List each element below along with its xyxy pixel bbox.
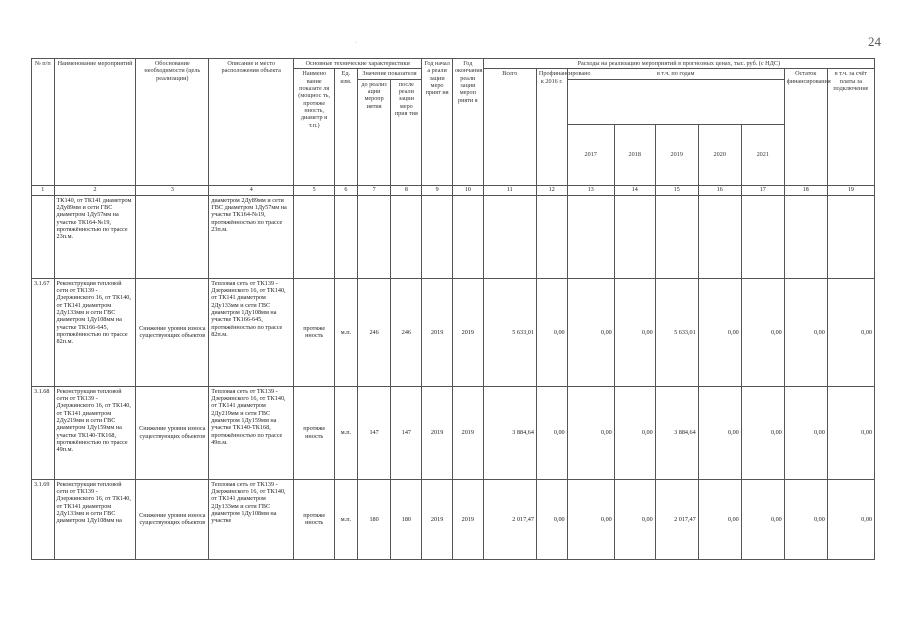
cell-after: 246: [391, 278, 422, 386]
cell-unit: м.п.: [335, 278, 358, 386]
header-year-2018: 2018: [614, 124, 655, 185]
cell-before: 147: [357, 386, 391, 479]
cell-2021: 0,00: [741, 479, 784, 559]
column-number: 6: [335, 185, 358, 195]
table-row: [32, 386, 875, 479]
cell-2019: 2 017,47: [655, 479, 698, 559]
header-row-1: [32, 59, 875, 69]
cell-num: [32, 195, 55, 278]
cell-financed: 0,00: [536, 278, 567, 386]
column-number: 19: [827, 185, 874, 195]
cell-reason: Снижение уровня износа существующих объектов: [136, 479, 209, 559]
cell-remaining: 0,00: [784, 278, 827, 386]
cell-year-end: 2019: [452, 386, 483, 479]
cell-2018: 0,00: [614, 278, 655, 386]
column-number: 12: [536, 185, 567, 195]
investment-program-table: [31, 58, 875, 560]
cell-debt: 0,00: [827, 278, 874, 386]
cell-name: Реконструкция тепловой сети от ТК139 - Дзержинского 16, от ТК140, от ТК141 диаметром 2Ду133мм и сети ГВС диаметром 1Ду108мм на участке ТК166-645, протяжённостью по трассе 82п.м.: [54, 278, 136, 386]
cell-reason: Снижение уровня износа существующих объектов: [136, 278, 209, 386]
header-financed: Профинансировано к 2016 г.: [536, 69, 567, 185]
column-number: 14: [614, 185, 655, 195]
cell-after: 180: [391, 479, 422, 559]
header-before: до реализ ации меропр иятия: [357, 79, 391, 185]
cell-num: 3.1.68: [32, 386, 55, 479]
cell-debt: 0,00: [827, 479, 874, 559]
cell-total: 5 633,01: [483, 278, 536, 386]
column-number: 5: [294, 185, 335, 195]
cell-2020: 0,00: [698, 386, 741, 479]
cell-2020: 0,00: [698, 479, 741, 559]
cell-unit: м.п.: [335, 479, 358, 559]
cell-2021: 0,00: [741, 278, 784, 386]
cell-description: Тепловая сеть от ТК139 - Дзержинского 16, от ТК140, от ТК141 диаметром 2Ду133мм и сети ГВС диаметром 1Ду108мм на участке: [209, 479, 294, 559]
cell-year-start: 2019: [422, 386, 453, 479]
cell-reason: Снижение уровня износа существующих объектов: [136, 386, 209, 479]
column-number-row: [32, 185, 875, 195]
header-tech-name: Наимено вание показате ля (мощнос ть, протяже нность, диаметр и т.п.): [294, 69, 335, 185]
cell-after: 147: [391, 386, 422, 479]
header-num: № п/п: [32, 59, 55, 186]
column-number: 16: [698, 185, 741, 195]
header-tech: Основные технические характеристики: [294, 59, 422, 69]
column-number: 18: [784, 185, 827, 195]
header-debt: в т.ч. за счёт платы за подключение: [827, 69, 874, 185]
column-number: 10: [452, 185, 483, 195]
cell-2020: 0,00: [698, 278, 741, 386]
header-unit: Ед. изм.: [335, 69, 358, 185]
column-number: 3: [136, 185, 209, 195]
cell-2017: 0,00: [567, 386, 614, 479]
cell-year-end: 2019: [452, 278, 483, 386]
cell-year-end: 2019: [452, 479, 483, 559]
column-number: 17: [741, 185, 784, 195]
cell-description: диаметром 2Ду89мм и сети ГВС диаметром 1Ду57мм на участке ТК164-№19, протяжённостью по трассе 23п.м.: [209, 195, 294, 278]
column-number: 11: [483, 185, 536, 195]
cell-2021: 0,00: [741, 386, 784, 479]
cell-total: 3 884,64: [483, 386, 536, 479]
header-year-2019: 2019: [655, 124, 698, 185]
header-year-end: Год окончания реали зации мероп рияти я: [452, 59, 483, 186]
header-name: Наименование мероприятий: [54, 59, 136, 186]
column-number: 1: [32, 185, 55, 195]
header-after: после реали зации меро прия тия: [391, 79, 422, 185]
header-year-2020: 2020: [698, 124, 741, 185]
cell-debt: 0,00: [827, 386, 874, 479]
cell-unit: м.п.: [335, 386, 358, 479]
cell-description: Тепловая сеть от ТК139 - Дзержинского 16, от ТК140, от ТК141 диаметром 2Ду219мм и сети ГВС диаметром 1Ду159мм на участке ТК140-ТК168, протяжённостью по трассе 49п.м.: [209, 386, 294, 479]
cell-2019: 5 633,01: [655, 278, 698, 386]
cell-year-start: 2019: [422, 479, 453, 559]
header-remaining: Остаток финансирования: [784, 69, 827, 185]
page-number: 24: [868, 34, 881, 49]
scan-mark: ·: [355, 40, 357, 46]
cell-2018: 0,00: [614, 479, 655, 559]
header-year-2017: 2017: [567, 124, 614, 185]
column-number: 8: [391, 185, 422, 195]
header-total: Всего: [483, 69, 536, 185]
cell-year-start: 2019: [422, 278, 453, 386]
cell-remaining: 0,00: [784, 386, 827, 479]
header-year-2021: 2021: [741, 124, 784, 185]
header-costs: Расходы на реализацию мероприятий в прогнозных ценах, тыс. руб. (с НДС): [483, 59, 874, 69]
cell-before: 180: [357, 479, 391, 559]
table-row-continuation: [32, 195, 875, 278]
cell-num: 3.1.67: [32, 278, 55, 386]
cell-2017: 0,00: [567, 479, 614, 559]
header-by-years: в т.ч. по годам: [567, 69, 784, 79]
cell-param: протяже нность: [294, 386, 335, 479]
cell-name: ТК140, от ТК141 диаметром 2Ду89мм и сети ГВС диаметром 1Ду57мм на участке ТК164-№19, протяжённостью по трассе 23п.м.: [54, 195, 136, 278]
table-row: [32, 479, 875, 559]
column-number: 9: [422, 185, 453, 195]
cell-total: 2 017,47: [483, 479, 536, 559]
column-number: 4: [209, 185, 294, 195]
cell-remaining: 0,00: [784, 479, 827, 559]
cell-description: Тепловая сеть от ТК139 - Дзержинского 16, от ТК140, от ТК141 диаметром 2Ду133мм и сети ГВС диаметром 1Ду108мм на участке ТК166-645, протяжённостью по трассе 82п.м.: [209, 278, 294, 386]
cell-param: протяже нность: [294, 479, 335, 559]
column-number: 13: [567, 185, 614, 195]
header-years-spacer: [567, 79, 784, 124]
header-description: Описание и место расположения объекта: [209, 59, 294, 186]
column-number: 7: [357, 185, 391, 195]
cell-2019: 3 884,64: [655, 386, 698, 479]
cell-param: протяже нность: [294, 278, 335, 386]
cell-name: Реконструкция тепловой сети от ТК139 - Дзержинского 16, от ТК140, от ТК141 диаметром 2Ду219мм и сети ГВС диаметром 1Ду159мм на участке ТК140-ТК168, протяжённостью по трассе 49п.м.: [54, 386, 136, 479]
column-number: 2: [54, 185, 136, 195]
header-value: Значение показателя: [357, 69, 422, 79]
cell-num: 3.1.69: [32, 479, 55, 559]
cell-name: Реконструкция тепловой сети от ТК139 - Дзержинского 16, от ТК140, от ТК141 диаметром 2Ду133мм и сети ГВС диаметром 1Ду108мм на: [54, 479, 136, 559]
header-reason: Обоснование необходимости (цель реализации): [136, 59, 209, 186]
cell-financed: 0,00: [536, 386, 567, 479]
cell-financed: 0,00: [536, 479, 567, 559]
cell-2018: 0,00: [614, 386, 655, 479]
cell-before: 246: [357, 278, 391, 386]
header-year-start: Год начал а реали зации меро прият ия: [422, 59, 453, 186]
column-number: 15: [655, 185, 698, 195]
cell-reason: [136, 195, 209, 278]
cell-2017: 0,00: [567, 278, 614, 386]
table-row: [32, 278, 875, 386]
